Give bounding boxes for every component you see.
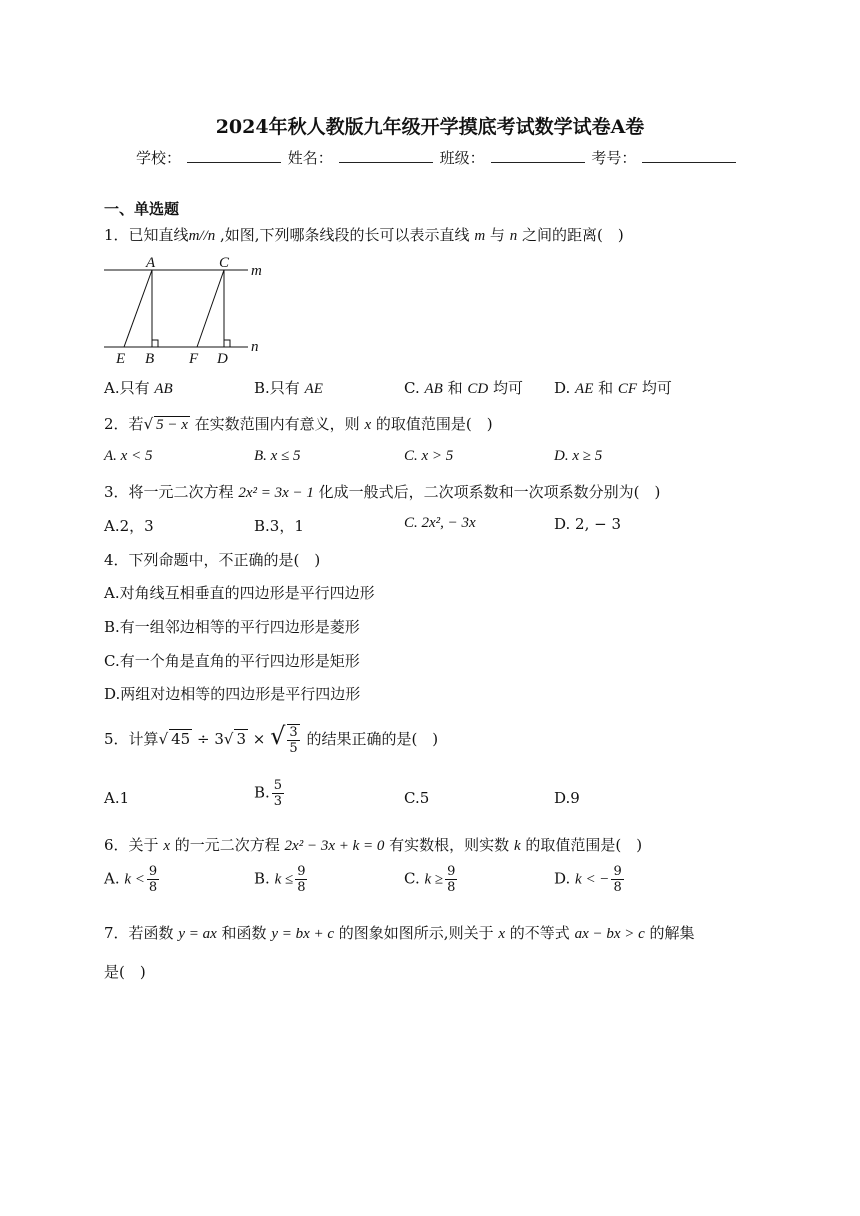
segment-ae <box>124 270 152 347</box>
q7-text: 和函数 <box>216 924 272 942</box>
q1-text: 之间的距离( ) <box>517 226 624 244</box>
denominator: 5 <box>289 741 298 756</box>
q1-option-c[interactable] <box>404 377 523 398</box>
q3-text: 化成一般式后，二次项系数和一次项系数分别为( ) <box>313 483 661 501</box>
sqrt-sign: √ <box>223 730 234 748</box>
option-text: 和 <box>593 379 618 397</box>
q7-text: 的图象如图所示,则关于 <box>334 924 499 942</box>
name-label: 姓名： <box>287 149 333 167</box>
q4-text: 下列命题中，不正确的是( ) <box>128 551 321 569</box>
label-n: n <box>251 339 259 355</box>
label-f: F <box>189 351 199 367</box>
right-angle-mark-b <box>152 340 158 347</box>
label-a: A <box>146 255 156 271</box>
student-info-line <box>136 147 738 168</box>
question-3 <box>104 481 660 502</box>
question-2 <box>104 413 493 434</box>
q5-text: 计算 <box>128 730 159 748</box>
q6-text: 关于 <box>128 836 164 854</box>
q5-operator: × <box>247 730 271 748</box>
q2-text: 的取值范围是( ) <box>371 415 493 433</box>
label-c: C <box>219 255 230 271</box>
q2-radicand: 5 − x <box>156 417 188 433</box>
question-4 <box>104 549 320 570</box>
option-fraction <box>445 864 457 895</box>
option-math: AB <box>424 381 443 397</box>
q1-text: 与 <box>485 226 510 244</box>
option-label: B. <box>254 869 275 888</box>
option-relation: k ≥ <box>424 871 444 888</box>
q4-option-b[interactable]: B.有一组邻边相等的平行四边形是菱形 <box>104 618 360 636</box>
option-label: C. <box>404 379 425 397</box>
q7-text: 若函数 <box>128 924 179 942</box>
question-number: 7． <box>104 924 129 942</box>
q6-text: 的一元二次方程 <box>170 836 285 854</box>
q6-equation: 2x² − 3x + k = 0 <box>284 838 385 854</box>
option-label: D. <box>554 379 576 397</box>
denominator: 8 <box>613 880 622 895</box>
question-7-line-2: 是( ) <box>104 963 146 981</box>
q7-text: 的不等式 <box>505 924 575 942</box>
option-fraction <box>272 778 284 809</box>
numerator: 9 <box>297 864 306 879</box>
q2-text: 若 <box>128 415 144 433</box>
label-e: E <box>116 351 126 367</box>
question-number: 2． <box>104 415 129 433</box>
q7-function-2: y = bx + c <box>271 926 335 942</box>
q7-inequality: ax − bx > c <box>574 926 645 942</box>
numerator: 3 <box>289 725 298 740</box>
option-relation: k < − <box>575 871 610 888</box>
denominator: 8 <box>447 880 456 895</box>
option-fraction <box>611 864 623 895</box>
question-5 <box>104 722 438 756</box>
option-math: CF <box>617 381 638 397</box>
name-blank[interactable] <box>339 150 433 163</box>
q1-option-d[interactable] <box>554 377 672 398</box>
exam-number-blank[interactable] <box>642 150 736 163</box>
option-label: A. <box>104 869 125 888</box>
question-7 <box>104 922 695 943</box>
q4-option-a[interactable]: A.对角线互相垂直的四边形是平行四边形 <box>104 584 375 602</box>
q5-radicand: 45 <box>171 730 191 748</box>
label-b: B <box>145 351 155 367</box>
q1-var-m: m <box>474 228 486 244</box>
q3-option-a[interactable]: A.2，3 <box>104 517 154 535</box>
page-title: 2024年秋人教版九年级开学摸底考试数学试卷A卷 <box>215 116 645 138</box>
option-label: B.只有 <box>254 379 305 397</box>
q1-text: ,如图,下列哪条线段的长可以表示直线 <box>215 226 475 244</box>
question-number: 1． <box>104 226 129 244</box>
numerator: 9 <box>613 864 622 879</box>
question-number: 6． <box>104 836 129 854</box>
option-fraction <box>147 864 159 895</box>
q1-math: m//n <box>188 228 216 244</box>
q6-var-k: k <box>513 838 521 854</box>
option-label: A.只有 <box>104 379 155 397</box>
q1-option-b[interactable] <box>254 377 323 398</box>
q2-option-d[interactable]: D. x ≥ 5 <box>554 448 603 464</box>
label-m: m <box>251 263 262 279</box>
q7-var-x: x <box>498 926 506 942</box>
denominator: 8 <box>297 880 306 895</box>
q6-var-x: x <box>163 838 170 854</box>
section-heading: 一、单选题 <box>104 200 180 218</box>
q3-equation: 2x² = 3x − 1 <box>238 485 314 501</box>
question-number: 3． <box>104 483 129 501</box>
q1-option-a[interactable] <box>104 377 173 398</box>
q5-option-c[interactable]: C.5 <box>404 789 430 807</box>
q5-option-d[interactable]: D.9 <box>554 789 580 807</box>
class-blank[interactable] <box>491 150 585 163</box>
class-label: 班级： <box>439 149 485 167</box>
q7-text: 的解集 <box>644 924 695 942</box>
q3-option-d[interactable]: D. 2, − 3 <box>554 515 621 533</box>
numerator: 9 <box>148 864 158 879</box>
option-text: 均可 <box>637 379 672 397</box>
q6-option-c[interactable] <box>404 864 459 895</box>
option-label: B. <box>254 783 270 802</box>
q5-radicand: 3 <box>236 730 246 748</box>
school-label: 学校： <box>136 149 182 167</box>
q1-var-n: n <box>509 228 518 244</box>
question-6 <box>104 834 642 855</box>
option-text: 均可 <box>488 379 523 397</box>
denominator: 8 <box>148 880 158 895</box>
q3-option-c[interactable]: C. 2x², − 3x <box>404 515 476 531</box>
option-text: 和 <box>442 379 468 397</box>
q2-option-c[interactable]: C. x > 5 <box>404 448 454 464</box>
q3-option-b[interactable]: B.3，1 <box>254 517 304 535</box>
q6-text: 的取值范围是( ) <box>520 836 643 854</box>
sqrt-sign: √ <box>143 415 154 433</box>
q1-text: 已知直线 <box>128 226 189 244</box>
option-math: AB <box>154 381 173 397</box>
q2-option-a[interactable]: A. x < 5 <box>104 448 153 464</box>
q7-function-1: y = ax <box>178 926 217 942</box>
q3-text: 将一元二次方程 <box>128 483 239 501</box>
question-number: 5． <box>104 730 129 748</box>
q2-var-x: x <box>364 417 372 433</box>
q5-option-b[interactable] <box>254 778 286 809</box>
q2-option-b[interactable]: B. x ≤ 5 <box>254 448 301 464</box>
sqrt-sign: √ <box>270 722 286 750</box>
q2-text: 在实数范围内有意义，则 <box>189 415 365 433</box>
q4-option-c[interactable]: C.有一个角是直角的平行四边形是矩形 <box>104 652 360 670</box>
option-math: AE <box>575 381 594 397</box>
question-1 <box>104 224 624 245</box>
label-d: D <box>217 351 228 367</box>
q5-text: 的结果正确的是( ) <box>301 730 439 748</box>
q6-option-d[interactable] <box>554 864 626 895</box>
option-math: AE <box>304 381 323 397</box>
school-blank[interactable] <box>187 150 281 163</box>
q5-fraction <box>287 724 299 756</box>
option-relation: k < <box>124 871 145 888</box>
segment-cf <box>197 270 224 347</box>
option-math: CD <box>467 381 489 397</box>
option-label: C. <box>404 869 425 888</box>
q6-option-b[interactable] <box>254 864 309 895</box>
numerator: 5 <box>273 778 283 793</box>
option-label: D. <box>554 869 576 888</box>
option-relation: k ≤ <box>274 871 294 888</box>
q4-option-d[interactable]: D.两组对边相等的四边形是平行四边形 <box>104 685 361 703</box>
q5-operator: ÷ 3 <box>192 730 224 748</box>
exam-number-label: 考号： <box>591 149 637 167</box>
sqrt-sign: √ <box>158 730 169 748</box>
option-fraction <box>295 864 307 895</box>
q6-option-a[interactable] <box>104 864 161 895</box>
q6-text: 有实数根，则实数 <box>384 836 514 854</box>
q1-figure <box>100 252 280 370</box>
q5-option-a[interactable]: A.1 <box>104 789 130 807</box>
numerator: 9 <box>447 864 456 879</box>
denominator: 3 <box>273 794 283 809</box>
right-angle-mark-d <box>224 340 230 347</box>
question-number: 4． <box>104 551 129 569</box>
